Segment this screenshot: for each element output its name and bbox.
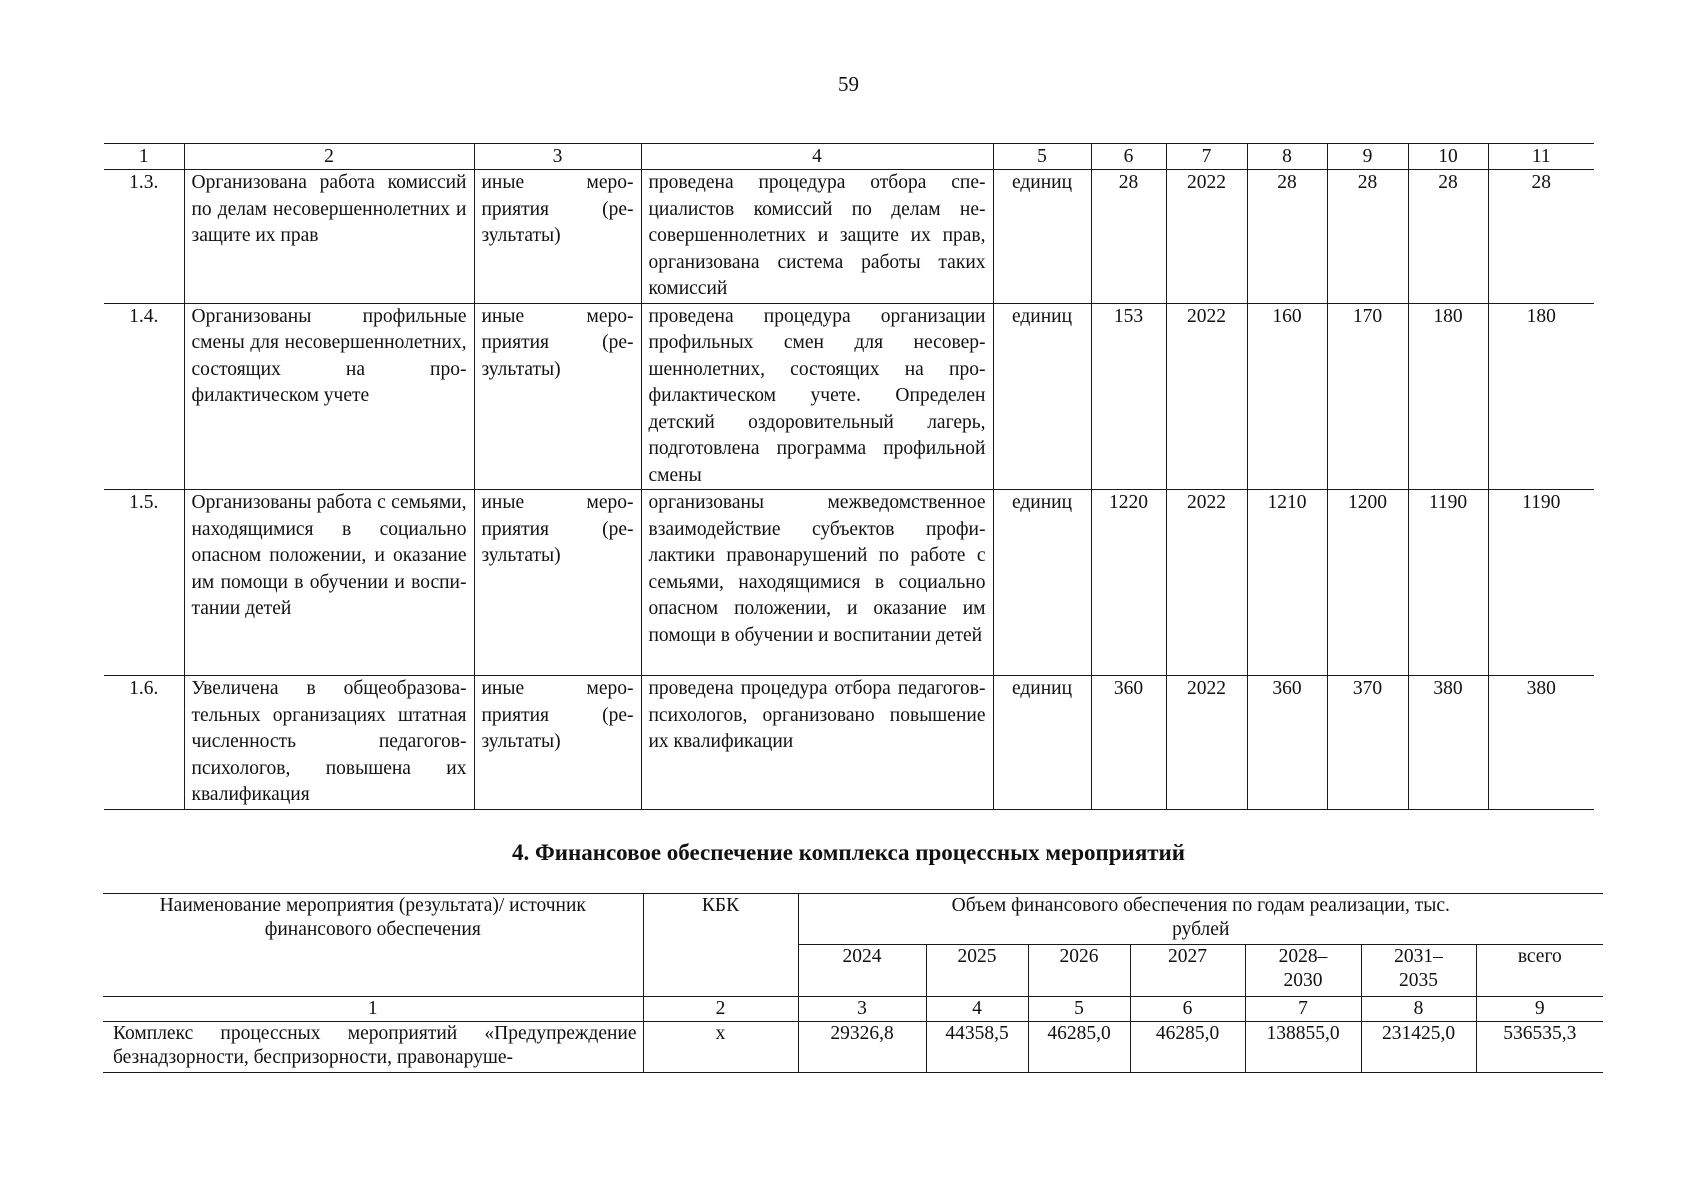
year-header: 2027 [1130, 945, 1245, 997]
value: 28 [1327, 170, 1408, 304]
amount: 138855,0 [1245, 1022, 1361, 1073]
value: 180 [1408, 303, 1488, 490]
result-name: Организованы профильные смены для несовершеннолетних, состоящих на профилактическом учете [184, 303, 474, 490]
result-name: Организованы работа с семьями, находящимися в социально опасном положении, и оказание им помощи в обучении и воспитании детей [184, 490, 474, 676]
column-index: 7 [1245, 997, 1361, 1022]
column-index: 7 [1166, 144, 1247, 170]
col-name-header: Наименование мероприятия (результата)/ источник финансового обеспечения [103, 894, 643, 997]
base-year: 2022 [1166, 303, 1247, 490]
unit: единиц [993, 170, 1091, 304]
value: 1190 [1408, 490, 1488, 676]
column-index: 8 [1247, 144, 1327, 170]
column-index: 5 [993, 144, 1091, 170]
value: 170 [1327, 303, 1408, 490]
amount: 46285,0 [1130, 1022, 1245, 1073]
page-number: 59 [838, 72, 859, 96]
year-header: 2028–2030 [1245, 945, 1361, 997]
amount: 536535,3 [1476, 1022, 1603, 1073]
base-year: 2022 [1166, 676, 1247, 810]
table-row [104, 303, 1594, 490]
table-index-row [103, 997, 1603, 1022]
column-index: 1 [103, 997, 643, 1022]
value: 1210 [1247, 490, 1327, 676]
column-index: 6 [1091, 144, 1166, 170]
result-name: Организована работа комиссий по делам несовершеннолетних и защите их прав [184, 170, 474, 304]
value: 160 [1247, 303, 1327, 490]
base-year: 2022 [1166, 170, 1247, 304]
result-type: иные мероприятия (результаты) [474, 170, 641, 304]
column-index: 6 [1130, 997, 1245, 1022]
column-index: 2 [643, 997, 798, 1022]
year-header: 2031–2035 [1361, 945, 1476, 997]
row-number: 1.4. [104, 303, 184, 490]
column-index: 8 [1361, 997, 1476, 1022]
row-number: 1.3. [104, 170, 184, 304]
column-index: 3 [798, 997, 926, 1022]
column-index: 4 [641, 144, 993, 170]
result-type: иные мероприятия (результаты) [474, 676, 641, 810]
base-value: 1220 [1091, 490, 1166, 676]
kbk-value: х [643, 1022, 798, 1073]
unit: единиц [993, 676, 1091, 810]
amount: 46285,0 [1028, 1022, 1130, 1073]
result-description: проведена процедура отбора специалистов комиссий по делам несовершеннолетних и защите их прав, организована система работы таких комиссий [641, 170, 993, 304]
table-header-row [104, 144, 1594, 170]
value: 360 [1247, 676, 1327, 810]
unit: единиц [993, 490, 1091, 676]
table-row [104, 170, 1594, 304]
col-kbk-header: КБК [643, 894, 798, 997]
amount: 29326,8 [798, 1022, 926, 1073]
year-header: 2024 [798, 945, 926, 997]
row-number: 1.6. [104, 676, 184, 810]
col-volume-header: Объем финансового обеспечения по годам реализации, тыс. рублей [798, 894, 1603, 945]
result-name: Увеличена в общеобразовательных организациях штатная численность педагогов-психологов, повышена их квалификация [184, 676, 474, 810]
column-index: 2 [184, 144, 474, 170]
value: 180 [1488, 303, 1594, 490]
amount: 231425,0 [1361, 1022, 1476, 1073]
column-index: 9 [1327, 144, 1408, 170]
base-value: 153 [1091, 303, 1166, 490]
value: 1190 [1488, 490, 1594, 676]
result-description: проведена процедура отбора педагогов-психологов, организовано повышение их квалификации [641, 676, 993, 810]
column-index: 9 [1476, 997, 1603, 1022]
year-header: 2025 [926, 945, 1028, 997]
indicators-table [104, 143, 1594, 810]
result-description: организованы межведомственное взаимодействие субъектов профилактики правонарушений по работе с семьями, находящимися в социально опасном положении, и оказание им помощи в обучении и воспитании детей [641, 490, 993, 676]
table-row [104, 676, 1594, 810]
activity-name: Комплекс процессных мероприятий «Предупреждение безнадзорности, беспризорности, правонаруше- [103, 1022, 643, 1073]
year-header: всего [1476, 945, 1603, 997]
value: 380 [1408, 676, 1488, 810]
row-number: 1.5. [104, 490, 184, 676]
result-description: проведена процедура организации профильных смен для несовершеннолетних, состоящих на профилактическом учете. Определен детский оздоровительный лагерь, подготовлена программа профильной смены [641, 303, 993, 490]
column-index: 11 [1488, 144, 1594, 170]
column-index: 3 [474, 144, 641, 170]
section-title: 4. Финансовое обеспечение комплекса процессных мероприятий [511, 840, 1186, 865]
table-row [103, 1022, 1603, 1073]
unit: единиц [993, 303, 1091, 490]
value: 370 [1327, 676, 1408, 810]
base-value: 28 [1091, 170, 1166, 304]
column-index: 5 [1028, 997, 1130, 1022]
value: 28 [1488, 170, 1594, 304]
value: 380 [1488, 676, 1594, 810]
result-type: иные мероприятия (результаты) [474, 303, 641, 490]
result-type: иные мероприятия (результаты) [474, 490, 641, 676]
financing-table [103, 893, 1603, 1073]
value: 28 [1408, 170, 1488, 304]
value: 1200 [1327, 490, 1408, 676]
base-year: 2022 [1166, 490, 1247, 676]
table-row [104, 490, 1594, 676]
table-header-row [103, 894, 1603, 945]
year-header: 2026 [1028, 945, 1130, 997]
value: 28 [1247, 170, 1327, 304]
base-value: 360 [1091, 676, 1166, 810]
column-index: 10 [1408, 144, 1488, 170]
column-index: 1 [104, 144, 184, 170]
column-index: 4 [926, 997, 1028, 1022]
amount: 44358,5 [926, 1022, 1028, 1073]
